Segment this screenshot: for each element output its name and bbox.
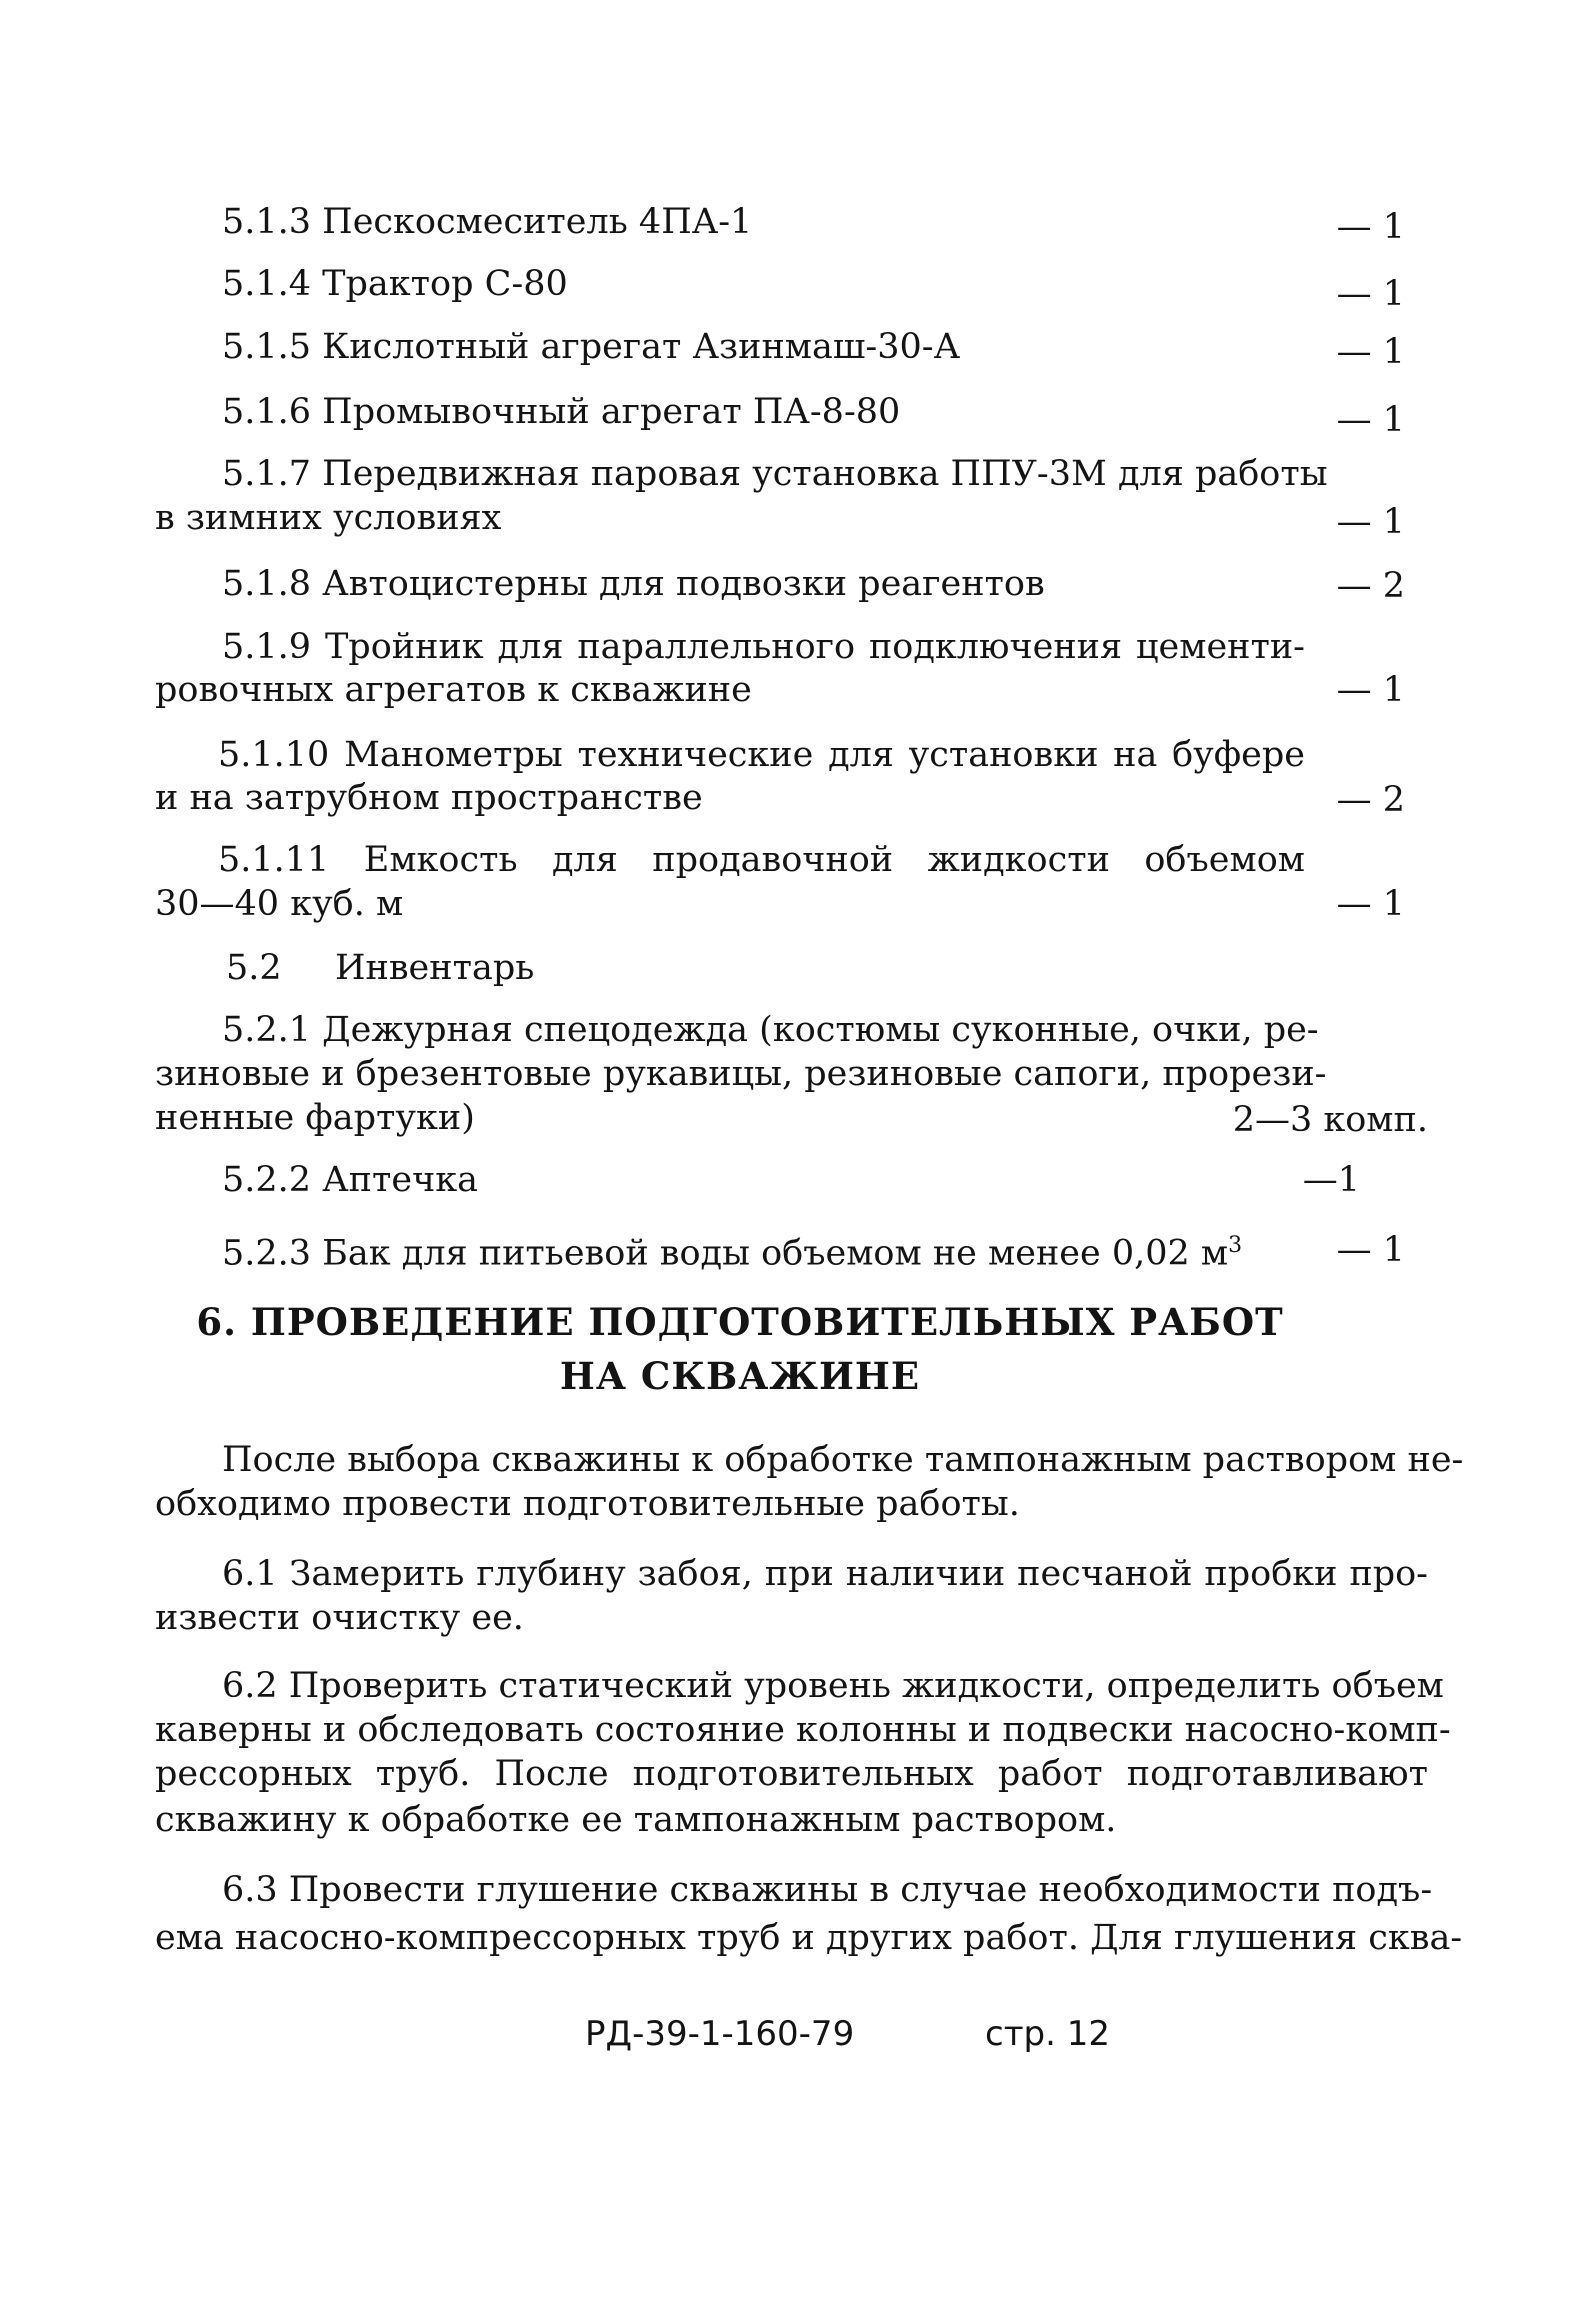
footer-doc-code: РД-39-1-160-79 [585,2014,855,2054]
footer-page-number: стр. 12 [985,2014,1110,2054]
item-5-1-3: 5.1.3 Пескосмеситель 4ПА-1 [222,202,753,242]
item-5-1-10-qty: — 2 [1336,780,1405,820]
item-5-1-6-qty: — 1 [1336,400,1405,440]
item-5-2-1-qty: 2—3 комп. [1232,1100,1428,1140]
item-5-1-4: 5.1.4 Трактор С-80 [222,264,568,304]
para-6-2-line4: скважину к обработке ее тампонажным раствором. [155,1800,1117,1840]
para-6-1-line2: извести очистку ее. [155,1598,524,1638]
para-6-2-line3: рессорных труб. После подготовительных работ подготавливают [155,1754,1428,1794]
item-5-1-7-line1: 5.1.7 Передвижная паровая установка ППУ-3М для работы [222,454,1328,494]
item-5-1-11-line2: 30—40 куб. м [155,884,404,924]
section-6-intro-line1: После выбора скважины к обработке тампонажным раствором не- [222,1440,1464,1480]
item-5-1-10-line1: 5.1.10 Манометры технические для установки на буфере [218,735,1305,775]
item-5-1-6: 5.1.6 Промывочный агрегат ПА-8-80 [222,392,901,432]
para-6-3-line2: ема насосно-компрессорных труб и других работ. Для глушения сква- [155,1918,1463,1958]
section-6-title-line2: НА СКВАЖИНЕ [559,1354,921,1398]
para-6-2-line1: 6.2 Проверить статический уровень жидкости, определить объем [222,1666,1444,1706]
item-5-1-11-qty: — 1 [1336,884,1405,924]
item-5-1-9-qty: — 1 [1336,670,1405,710]
item-5-2-2: 5.2.2 Аптечка [222,1160,478,1200]
section-5-2-number: 5.2 [226,948,282,988]
item-5-2-3 [222,1224,1242,1276]
item-5-1-5: 5.1.5 Кислотный агрегат Азинмаш-30-А [222,327,961,367]
item-5-2-1-line1: 5.2.1 Дежурная спецодежда (костюмы суконные, очки, ре- [222,1010,1319,1050]
item-5-2-1-line3: ненные фартуки) [155,1098,475,1138]
item-5-1-4-qty: — 1 [1336,274,1405,314]
item-5-1-8: 5.1.8 Автоцистерны для подвозки реагентов [222,564,1045,604]
item-5-1-9-line2: ровочных агрегатов к скважине [155,670,752,710]
item-5-2-3-text: 5.2.3 Бак для питьевой воды объемом не менее 0,02 м [222,1233,1229,1274]
item-5-2-3-qty: — 1 [1336,1230,1405,1270]
item-5-1-9-line1: 5.1.9 Тройник для параллельного подключения цементи- [222,627,1305,667]
item-5-1-7-qty: — 1 [1336,502,1405,542]
item-5-1-5-qty: — 1 [1336,332,1405,372]
item-5-1-7-line2: в зимних условиях [155,498,502,538]
section-6-title-line1: 6. ПРОВЕДЕНИЕ ПОДГОТОВИТЕЛЬНЫХ РАБОТ [196,1300,1284,1344]
section-6-intro-line2: обходимо провести подготовительные работы. [155,1484,1020,1524]
section-5-2-title: Инвентарь [335,948,535,988]
item-5-1-8-qty: — 2 [1336,566,1405,606]
item-5-1-11-line1: 5.1.11 Емкость для продавочной жидкости объемом [218,840,1305,880]
item-5-2-3-sup: 3 [1228,1233,1243,1258]
item-5-1-3-qty: — 1 [1336,207,1405,247]
para-6-1-line1: 6.1 Замерить глубину забоя, при наличии песчаной пробки про- [222,1554,1428,1594]
para-6-2-line2: каверны и обследовать состояние колонны и подвески насосно-комп- [155,1710,1451,1750]
item-5-1-10-line2: и на затрубном пространстве [155,778,703,818]
para-6-3-line1: 6.3 Провести глушение скважины в случае необходимости подъ- [222,1870,1433,1910]
item-5-2-2-qty: —1 [1302,1160,1360,1200]
item-5-2-1-line2: зиновые и брезентовые рукавицы, резиновые сапоги, прорези- [155,1054,1327,1094]
